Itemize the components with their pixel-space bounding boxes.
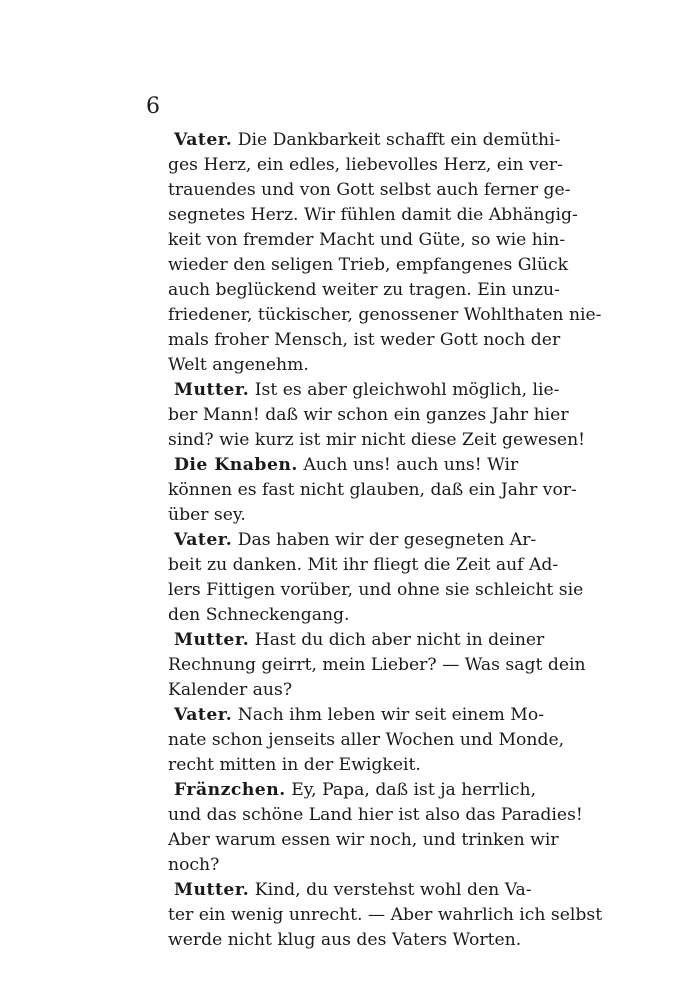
line-text: Aber warum essen wir noch, und trinken wir (168, 830, 559, 850)
speaker-name: Fränzchen. (174, 780, 286, 800)
text-line (168, 428, 586, 453)
line-text: wieder den seligen Trieb, empfangenes Glück (168, 255, 569, 275)
text-line (168, 378, 560, 403)
text-line (168, 153, 563, 178)
text-line (168, 178, 571, 203)
line-text: über sey. (168, 505, 246, 525)
speaker-name: Mutter. (174, 880, 250, 900)
line-text: Ey, Papa, daß ist ja herrlich, (291, 780, 537, 800)
text-line (168, 728, 565, 753)
speaker-name: Vater. (174, 530, 233, 550)
line-text: und das schöne Land hier ist also das Paradies! (168, 805, 583, 825)
text-line (168, 253, 569, 278)
line-text: recht mitten in der Ewigkeit. (168, 755, 421, 775)
line-text: Rechnung geirrt, mein Lieber? — Was sagt dein (168, 655, 586, 675)
line-text: ber Mann! daß wir schon ein ganzes Jahr hier (168, 405, 569, 425)
line-text: trauendes und von Gott selbst auch ferner ge- (168, 180, 571, 200)
text-line (168, 553, 559, 578)
line-text: sind? wie kurz ist mir nicht diese Zeit gewesen! (168, 430, 586, 450)
line-text: friedener, tückischer, genossener Wohlthaten nie- (168, 305, 602, 325)
line-text: den Schneckengang. (168, 605, 350, 625)
text-line (168, 828, 559, 853)
text-line (168, 928, 522, 953)
line-text: können es fast nicht glauben, daß ein Jahr vor- (168, 480, 577, 500)
text-line (168, 303, 602, 328)
line-text: Die Dankbarkeit schafft ein demüthi- (237, 130, 561, 150)
text-line (168, 753, 518, 778)
dialogue-paragraph (168, 528, 584, 628)
line-text: Ist es aber gleichwohl möglich, lie- (254, 380, 560, 400)
text-line (168, 478, 577, 503)
speaker-name: Die Knaben. (174, 455, 298, 475)
dialogue-text (168, 128, 603, 953)
text-line (168, 453, 518, 478)
page-number: 6 (146, 94, 160, 119)
line-text: Kind, du verstehst wohl den Va- (254, 880, 532, 900)
line-text: Das haben wir der gesegneten Ar- (237, 530, 537, 550)
text-line (168, 203, 578, 228)
text-line (168, 903, 603, 928)
line-text: beit zu danken. Mit ihr fliegt die Zeit auf Ad- (168, 555, 559, 575)
text-line (168, 228, 566, 253)
text-line (168, 353, 518, 378)
text-line (168, 128, 561, 153)
text-line (168, 678, 518, 703)
text-line (168, 653, 586, 678)
line-text: Welt angenehm. (168, 355, 309, 375)
line-text: lers Fittigen vorüber, und ohne sie schleicht sie (168, 580, 584, 600)
text-line (168, 528, 537, 553)
dialogue-paragraph (168, 128, 602, 378)
line-text: nate schon jenseits aller Wochen und Monde, (168, 730, 565, 750)
text-line (168, 503, 518, 528)
line-text: Kalender aus? (168, 680, 293, 700)
line-text: werde nicht klug aus des Vaters Worten. (168, 930, 522, 950)
text-line (168, 628, 545, 653)
dialogue-paragraph (168, 703, 565, 778)
text-line (168, 603, 518, 628)
line-text: keit von fremder Macht und Güte, so wie hin- (168, 230, 566, 250)
speaker-name: Mutter. (174, 630, 250, 650)
text-line (168, 578, 584, 603)
line-text: auch beglückend weiter zu tragen. Ein unzu- (168, 280, 560, 300)
text-line (168, 403, 569, 428)
line-text: ges Herz, ein edles, liebevolles Herz, ein ver- (168, 155, 563, 175)
line-text: Hast du dich aber nicht in deiner (254, 630, 545, 650)
line-text: ter ein wenig unrecht. — Aber wahrlich ich selbst (168, 905, 603, 925)
line-text: Nach ihm leben wir seit einem Mo- (237, 705, 545, 725)
line-text: Auch uns! auch uns! Wir (303, 455, 519, 475)
line-text: noch? (168, 855, 220, 875)
dialogue-paragraph (168, 628, 586, 703)
dialogue-paragraph (168, 778, 583, 878)
text-line (168, 878, 532, 903)
text-line (168, 278, 560, 303)
line-text: mals froher Mensch, ist weder Gott noch der (168, 330, 561, 350)
text-line (168, 853, 518, 878)
text-line (168, 703, 545, 728)
dialogue-paragraph (168, 453, 577, 528)
text-line (168, 328, 561, 353)
text-line (168, 778, 537, 803)
text-line (168, 803, 583, 828)
speaker-name: Mutter. (174, 380, 250, 400)
speaker-name: Vater. (174, 130, 233, 150)
line-text: segnetes Herz. Wir fühlen damit die Abhängig- (168, 205, 578, 225)
dialogue-paragraph (168, 878, 603, 953)
speaker-name: Vater. (174, 705, 233, 725)
dialogue-paragraph (168, 378, 586, 453)
